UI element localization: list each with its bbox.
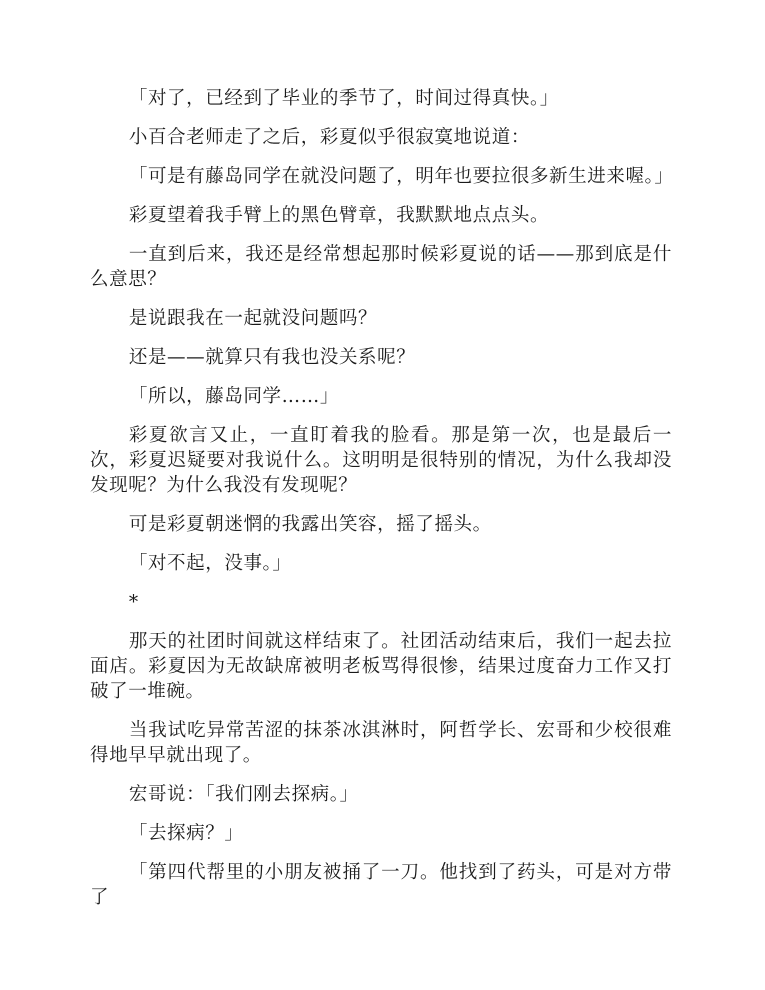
paragraph-5: 一直到后来，我还是经常想起那时候彩夏说的话——那到底是什么意思？ bbox=[90, 244, 672, 290]
paragraph-3: 「可是有藤岛同学在就没问题了，明年也要拉很多新生进来喔。」 bbox=[128, 166, 674, 187]
paragraph-14: 当我试吃异常苦涩的抹茶冰淇淋时，阿哲学长、宏哥和少校很难得地早早就出现了。 bbox=[90, 720, 672, 766]
paragraph-8: 「所以，藤岛同学……」 bbox=[128, 386, 339, 407]
paragraph-1: 「对了，已经到了毕业的季节了，时间过得真快。」 bbox=[128, 88, 559, 109]
paragraph-6: 是说跟我在一起就没问题吗？ bbox=[128, 308, 378, 329]
paragraph-10: 可是彩夏朝迷惘的我露出笑容，摇了摇头。 bbox=[128, 514, 492, 535]
paragraph-13: 那天的社团时间就这样结束了。社团活动结束后，我们一起去拉面店。彩夏因为无故缺席被明老板骂得很惨，结果过度奋力工作又打破了一堆碗。 bbox=[90, 631, 672, 702]
paragraph-16: 「去探病？」 bbox=[128, 823, 244, 844]
paragraph-7: 还是——就算只有我也没关系呢？ bbox=[128, 347, 416, 368]
paragraph-2: 小百合老师走了之后，彩夏似乎很寂寞地说道： bbox=[128, 127, 530, 148]
paragraph-11: 「对不起，没事。」 bbox=[128, 553, 292, 574]
paragraph-15: 宏哥说：「我们刚去探病。」 bbox=[128, 784, 359, 805]
document-page bbox=[90, 86, 672, 924]
paragraph-9: 彩夏欲言又止，一直盯着我的脸看。那是第一次，也是最后一次，彩夏迟疑要对我说什么。这明明是很特别的情况，为什么我却没发现呢？为什么我没有发现呢？ bbox=[90, 425, 672, 496]
paragraph-4: 彩夏望着我手臂上的黑色臂章，我默默地点点头。 bbox=[128, 205, 550, 226]
paragraph-17: 「第四代帮里的小朋友被捅了一刀。他找到了药头，可是对方带了 bbox=[90, 862, 672, 908]
scene-break-asterisk: * bbox=[128, 592, 139, 613]
